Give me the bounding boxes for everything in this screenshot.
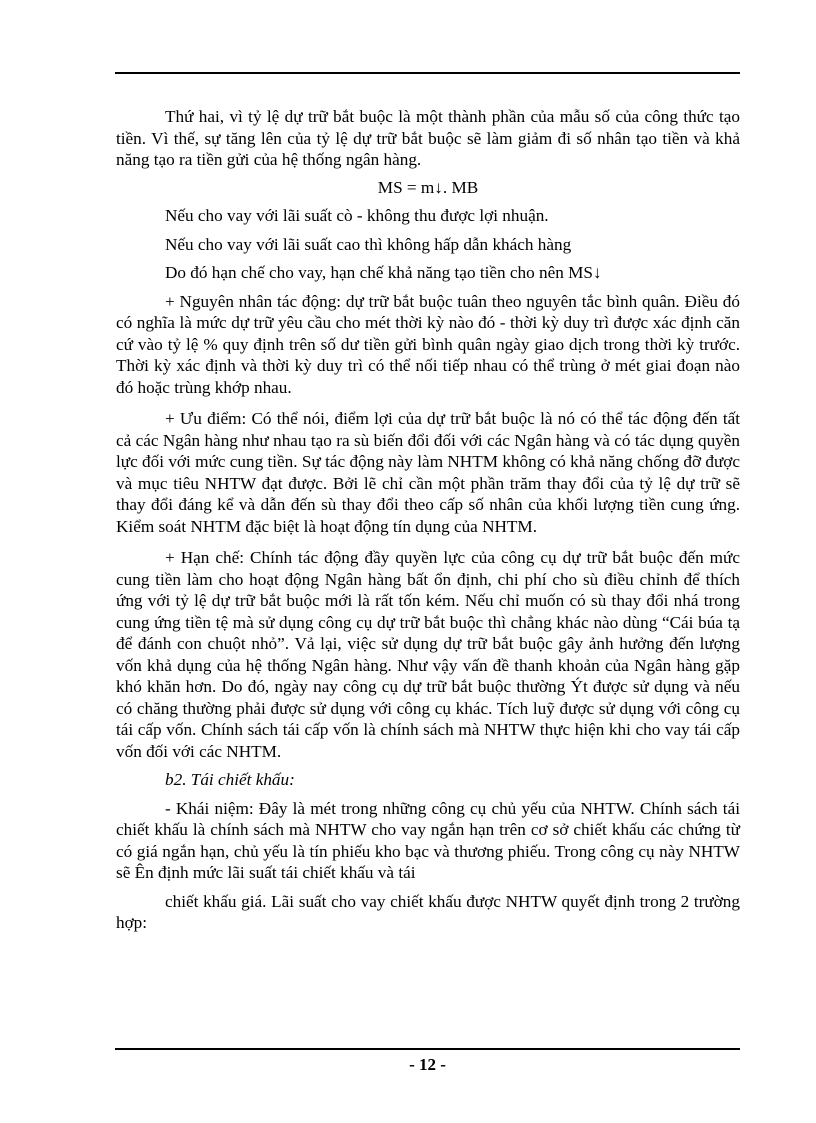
equation-money-supply: MS = m↓. MB xyxy=(377,177,479,197)
header-rule xyxy=(115,72,740,74)
paragraph-rediscount-rate: chiết khấu giá. Lãi suất cho vay chiết khấu được NHTW quyết định trong 2 trường hợp: xyxy=(116,891,740,932)
section-heading-rediscount: b2. Tái chiết khấu: xyxy=(165,770,295,789)
paragraph-low-interest: Nếu cho vay với lãi suất cò - không thu được lợi nhuận. xyxy=(165,206,549,225)
footer-rule xyxy=(115,1048,740,1050)
document-body xyxy=(116,106,740,934)
paragraph-advantages: + Ưu điểm: Có thể nói, điểm lợi của dự trữ bắt buộc là nó có thể tác động đến tất cả các Ngân hàng như nhau tạo ra sù biến đổi đối với các Ngân hàng và có tác dụng quyền lực đối với mức cung tiền. Sự tác động này làm NHTM không có khả năng chống đỡ được và mục tiêu NHTW đạt được. Bởi lẽ chỉ cần một phần trăm thay đổi của tỷ lệ dự trữ sẽ thay đổi đáng kể và dẫn đến sù thay đổi theo cấp số nhân của khối lượng tiền cung ứng. Kiểm soát NHTM đặc biệt là hoạt động tín dụng của NHTM. xyxy=(116,409,740,536)
paragraph-reserve-ratio: Thứ hai, vì tỷ lệ dự trữ bắt buộc là một thành phần của mẫu số của công thức tạo tiền. Vì thế, sự tăng lên của tỷ lệ dự trữ bắt buộc sẽ làm giảm đi số nhân tạo tiền và khả năng tạo ra tiền gửi của hệ thống ngân hàng. xyxy=(116,107,740,169)
page-number: - 12 - xyxy=(409,1055,446,1074)
paragraph-definition: - Khái niệm: Đây là mét trong những công cụ chủ yếu của NHTW. Chính sách tái chiết khấu là chính sách mà NHTW cho vay ngắn hạn trên cơ sở chiết khấu các chứng từ có giá ngắn hạn, chủ yếu là tín phiếu kho bạc và thương phiếu. Trong công cụ này NHTW sẽ Ên định mức lãi suất tái chiết khấu và tái xyxy=(116,798,740,882)
paragraph-high-interest: Nếu cho vay với lãi suất cao thì không hấp dẫn khách hàng xyxy=(165,234,572,254)
paragraph-causes: + Nguyên nhân tác động: dự trữ bắt buộc tuân theo nguyên tắc bình quân. Điều đó có nghĩa là mức dự trữ yêu cầu cho mét thời kỳ nào đó - thời kỳ duy trì được xác định căn cứ vào tỷ lệ % quy định trên số dư tiền gửi bình quân ngày giao dịch trong thời kỳ trước. Thời kỳ xác định và thời kỳ duy trì có thể nối tiếp nhau có thể trùng ở mét giai đoạn nào đó hoặc trùng khớp nhau. xyxy=(116,291,740,397)
paragraph-conclusion: Do đó hạn chế cho vay, hạn chế khả năng tạo tiền cho nên MS↓ xyxy=(165,263,602,282)
paragraph-limitations: + Hạn chế: Chính tác động đầy quyền lực của công cụ dự trữ bắt buộc đến mức cung tiền làm cho hoạt động Ngân hàng bất ổn định, chi phí cho sù điều chỉnh để thích ứng với tỷ lệ dự trữ bắt buộc mới là rất tốn kém. Nếu chỉ muốn có sù thay đổi nhá trong cung ứng tiền tệ mà sử dụng công cụ dự trữ bắt buộc thì chẳng khác nào dùng “Cái búa tạ để đánh con chuột nhỏ”. Vả lại, việc sử dụng dự trữ bắt buộc gây ảnh hưởng đến lượng vốn khả dụng của hệ thống Ngân hàng. Như vậy vấn đề thanh khoản của Ngân hàng gặp khó khăn hơn. Do đó, ngày nay công cụ dự trữ bắt buộc thường Ýt được sử dụng và nếu có chăng thường phải được sử dụng với công cụ khác. Tích luỹ được sử dụng với công cụ tái cấp vốn. Chính sách tái cấp vốn là chính sách mà NHTW thực hiện khi cho vay tái cấp vốn đối với các NHTM. xyxy=(116,548,740,761)
